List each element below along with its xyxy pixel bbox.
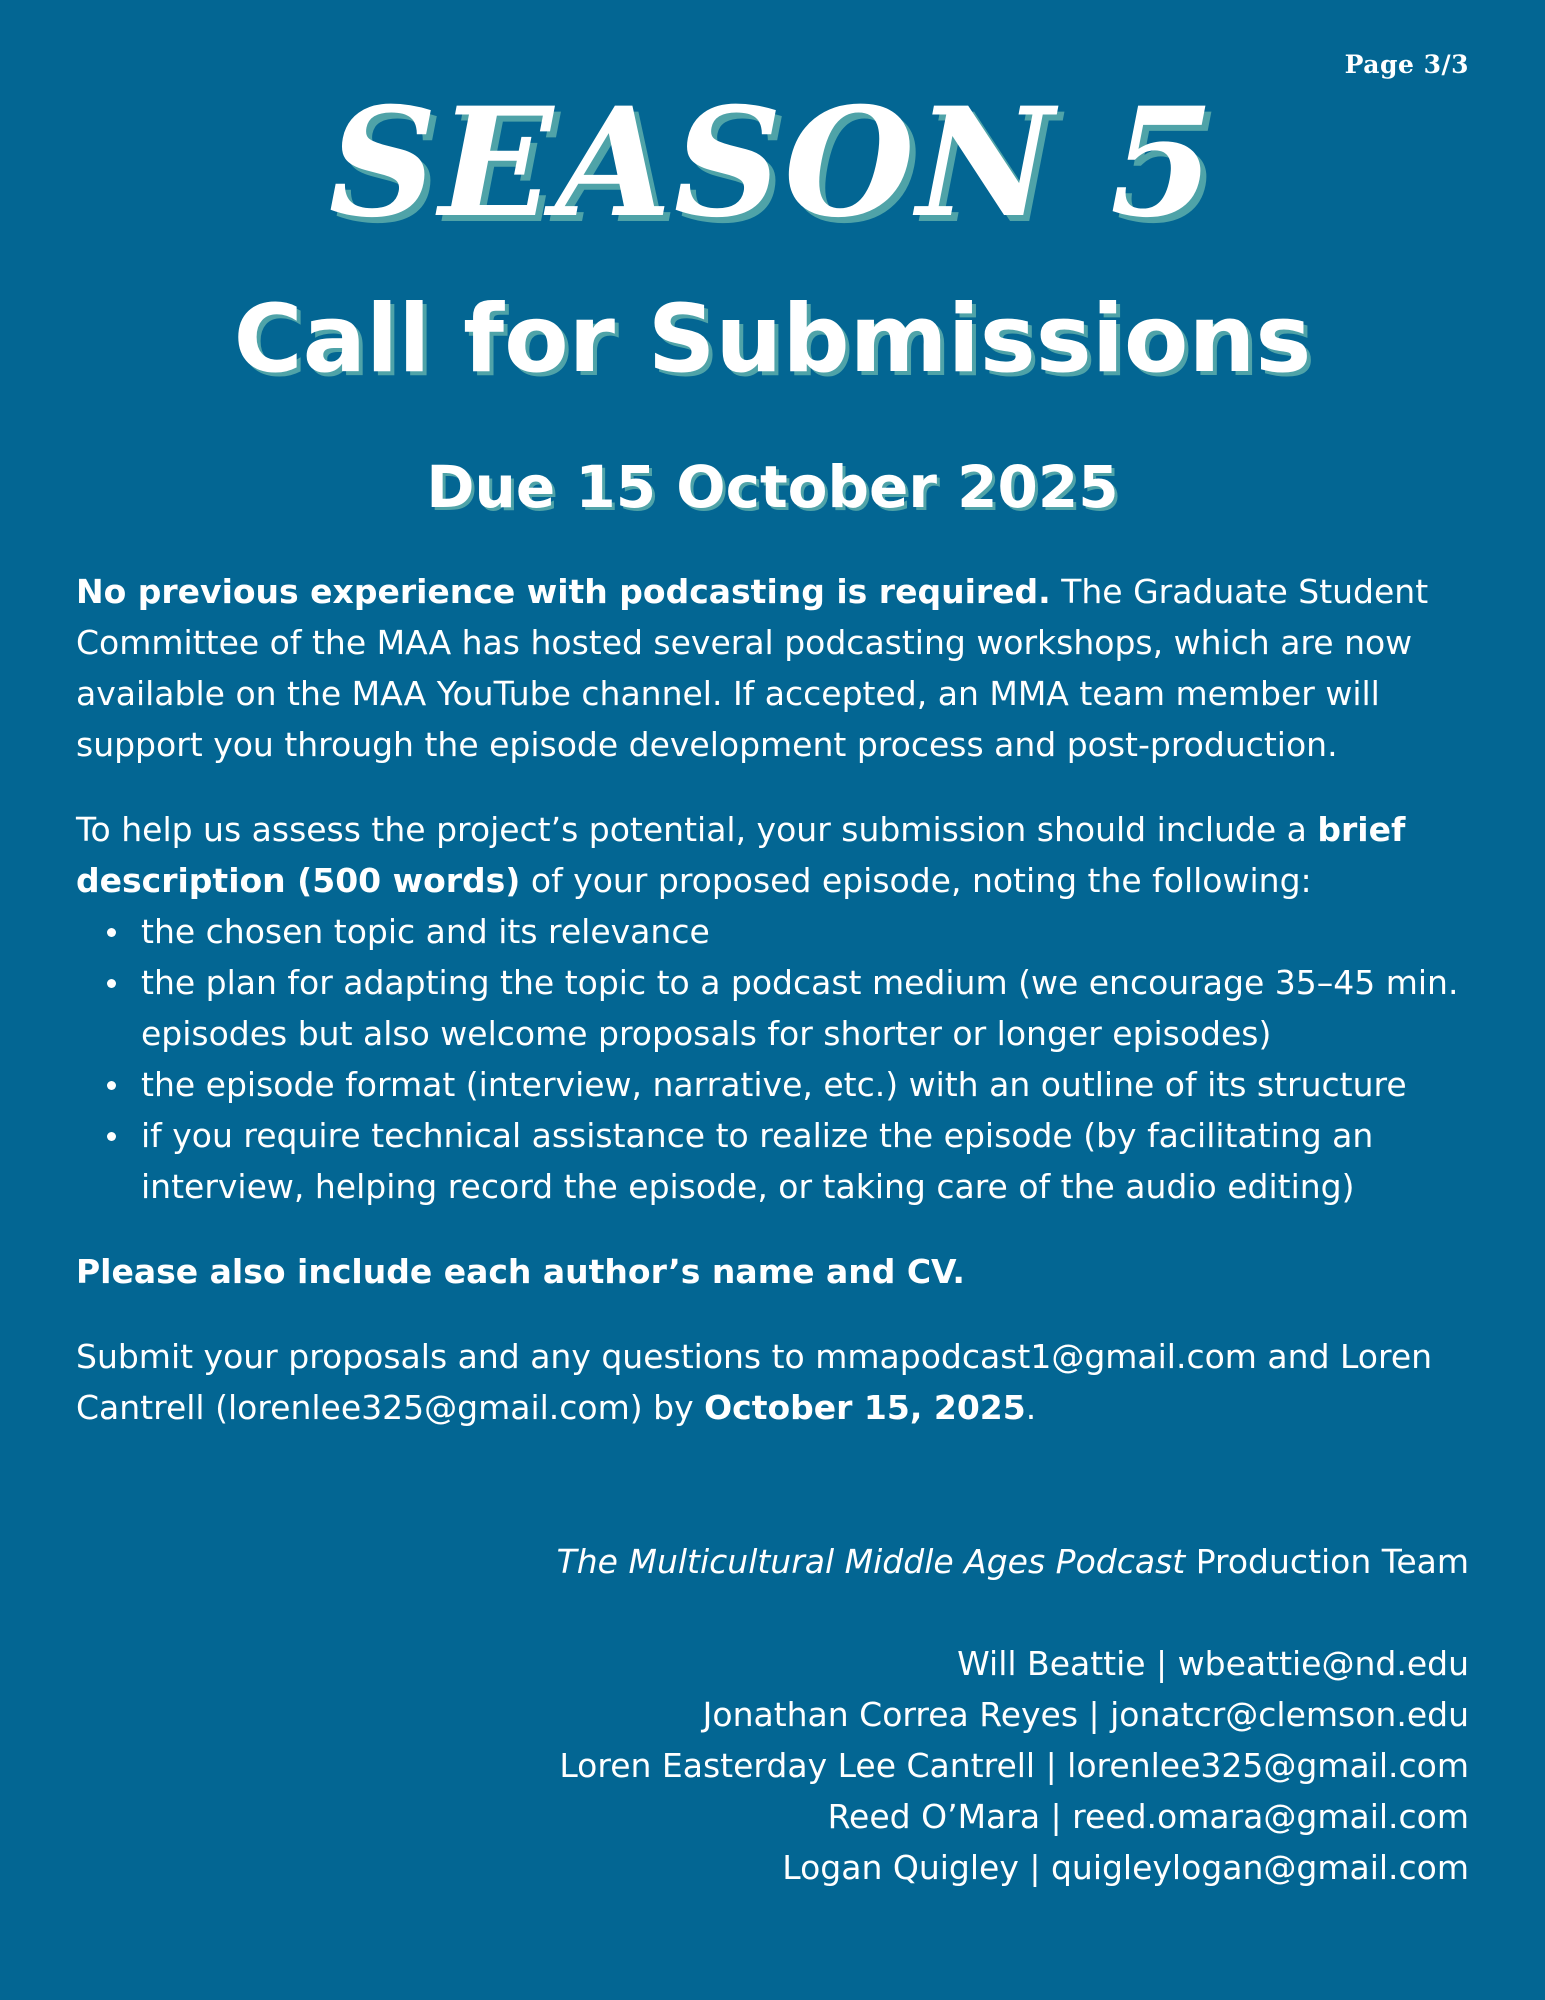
team-member: Logan Quigley | quigleylogan@gmail.com [782,1848,1469,1887]
page-number: Page 3/3 [1344,50,1469,79]
intro-text: The Graduate Student Committee of the MAA has hosted several podcasting workshops, which are now available on the MAA YouTube channel. If accepted, an MMA team member will support you through the episode development process and post-production. [76,572,1429,764]
requirements-bold: brief description (500 words) [76,810,1406,900]
requirements-paragraph [76,804,1470,906]
requirements-lead-1: To help us assess the project’s potential, your submission should include a [76,810,1318,849]
include-note [76,1246,1470,1297]
include-note-text: Please also include each author’s name and CV. [76,1252,965,1291]
team-suffix: Production Team [1185,1542,1469,1581]
intro-paragraph [76,566,1470,770]
podcast-name: The Multicultural Middle Ages Podcast [556,1542,1186,1581]
team-member: Will Beattie | wbeattie@nd.edu [957,1644,1469,1683]
list-item: the episode format (interview, narrative, etc.) with an outline of its structure [141,1059,1470,1110]
requirements-lead-2: of your proposed episode, noting the following: [520,861,1312,900]
submit-text-1: Submit your proposals and any questions to mmapodcast1@gmail.com and Loren Cantrell (lorenlee325@gmail.com) by [76,1337,1433,1427]
team-member: Loren Easterday Lee Cantrell | lorenlee325@gmail.com [559,1746,1469,1785]
signature-block [369,1536,1469,1893]
team-member: Jonathan Correa Reyes | jonatcr@clemson.edu [702,1695,1469,1734]
body-text [76,566,1470,1467]
team-member: Reed O’Mara | reed.omara@gmail.com [827,1797,1469,1836]
intro-bold: No previous experience with podcasting is required. [76,572,1051,611]
submit-deadline: October 15, 2025 [704,1388,1026,1427]
list-item: the chosen topic and its relevance [141,906,1470,957]
list-item: if you require technical assistance to realize the episode (by facilitating an interview, helping record the episode, or taking care of the audio editing) [141,1110,1470,1212]
team-line [369,1536,1469,1587]
submit-paragraph [76,1331,1470,1433]
season-title: SEASON 5 [328,75,1217,251]
submit-text-2: . [1025,1388,1037,1427]
due-date-heading: Due 15 October 2025 [426,453,1119,521]
requirements-list [76,906,1470,1212]
call-title: Call for Submissions [233,285,1312,394]
list-item: the plan for adapting the topic to a podcast medium (we encourage 35–45 min. episodes but also welcome proposals for shorter or longer episodes) [141,957,1470,1059]
